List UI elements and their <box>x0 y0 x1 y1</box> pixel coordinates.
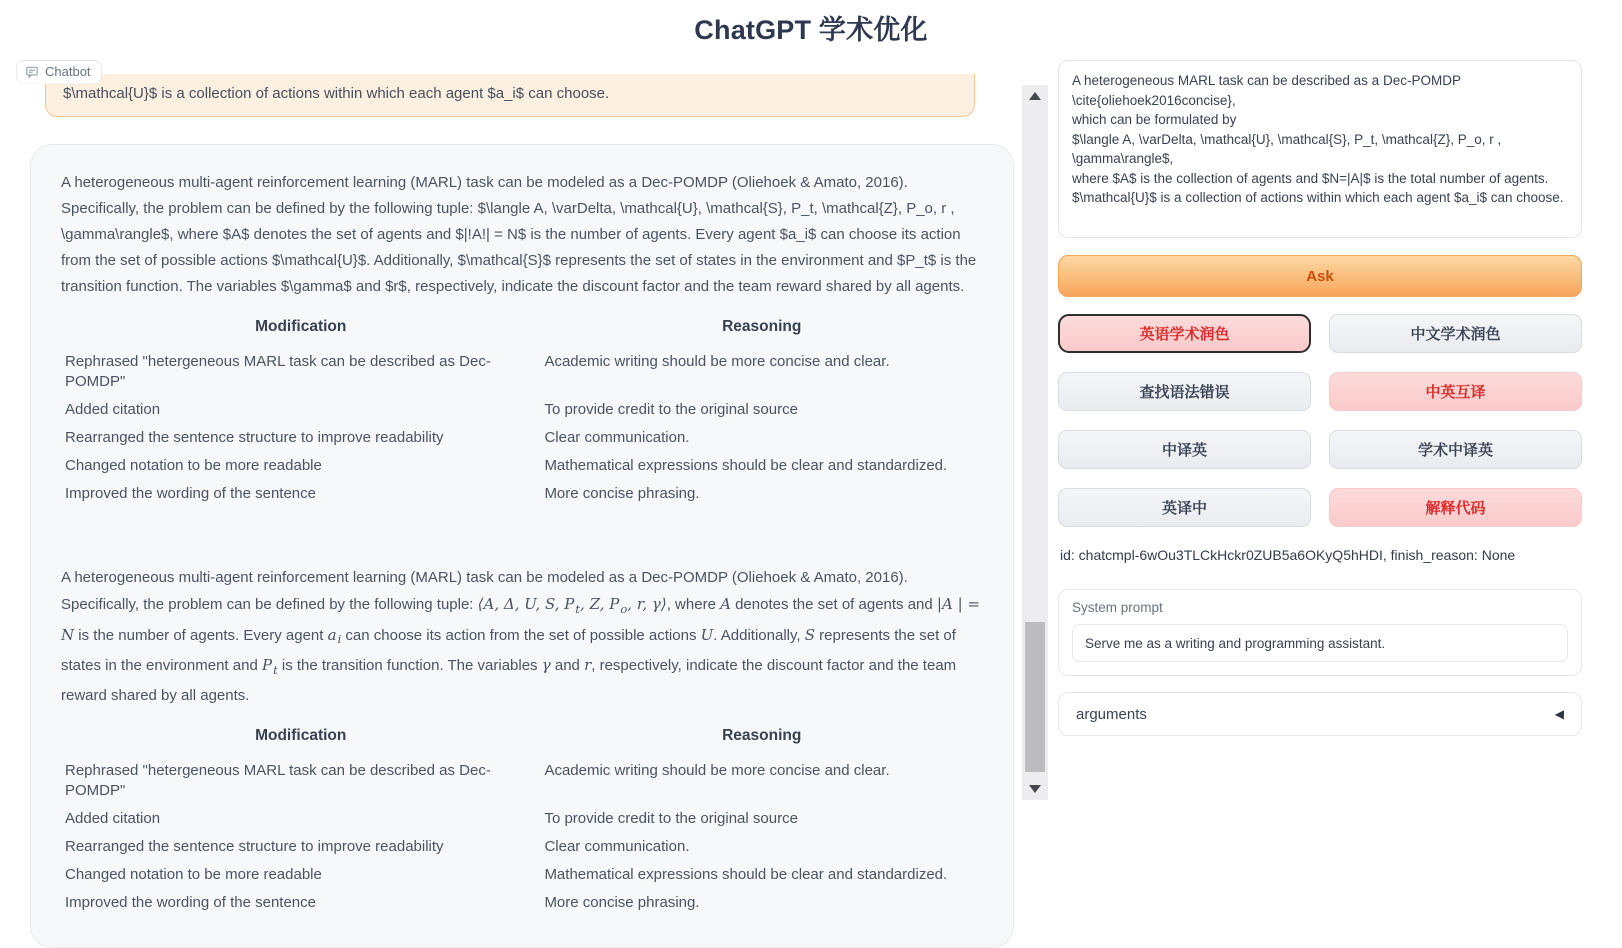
accordion-collapse-icon: ◀ <box>1554 707 1564 721</box>
system-prompt-input[interactable] <box>1072 624 1568 662</box>
math-segment: i <box>337 632 342 646</box>
bot-paragraph-rendered <box>61 565 983 709</box>
modification-reasoning-table <box>61 308 983 508</box>
chat-message-list <box>16 80 1016 911</box>
table-row <box>61 861 983 889</box>
function-button-chinese-english-mutual-translate[interactable]: 中英互译 <box>1329 372 1582 411</box>
text-segment: , where <box>666 596 721 613</box>
accordion-label: arguments <box>1076 705 1147 723</box>
modification-reasoning-table <box>61 717 983 917</box>
math-segment: γ <box>541 656 551 674</box>
math-segment: , Z, P <box>580 595 620 613</box>
table-cell: Improved the wording of the sentence <box>65 485 316 502</box>
table-header: Modification <box>255 726 347 744</box>
function-button-chinese-to-english[interactable]: 中译英 <box>1058 430 1311 469</box>
chat-bubble-icon <box>25 65 39 79</box>
text-segment: is the number of agents. Every agent <box>74 626 328 644</box>
table-cell: To provide credit to the original source <box>544 401 798 418</box>
table-cell: Rephrased "hetergeneous MARL task can be described as Dec-POMDP" <box>65 761 491 799</box>
math-segment: ⟨A, Δ, U, S, P <box>477 595 575 613</box>
table-row <box>61 348 983 396</box>
table-row <box>61 757 983 805</box>
prompt-input[interactable] <box>1058 60 1582 238</box>
table-header: Modification <box>255 318 347 335</box>
bot-paragraph-latex: A heterogeneous multi-agent reinforcement learning (MARL) task can be modeled as a Dec-POMDP (Oliehoek & Amato, 2016). Specifically, the problem can be defined by the following tuple: $\langle A, \varDelta, \mathcal{U}, \mathcal{S}, P_t, \mathcal{Z}, P_o, r , \gamma\rangle$, where $A$ denotes the set of agents and $|!A!| = N$ is the number of agents. Every agent $a_i$ can choose its action from the set of possible actions $\mathcal{U}$. Additionally, $\mathcal{S}$ represents the set of states in the environment and $P_t$ is the transition function. The variables $\gamma$ and $r$, respectively, indicate the discount factor and the team reward shared by all agents. <box>61 174 977 295</box>
table-header: Reasoning <box>722 318 802 335</box>
text-segment: represents the set of states in the environment and <box>61 626 956 674</box>
text-segment: . Additionally, <box>713 626 805 644</box>
table-cell: Academic writing should be more concise and clear. <box>544 761 890 779</box>
table-cell: Improved the wording of the sentence <box>65 893 316 911</box>
table-header: Reasoning <box>722 726 802 744</box>
text-segment: and <box>550 657 585 674</box>
system-prompt-label: System prompt <box>1072 600 1163 615</box>
math-segment: A <box>720 595 731 613</box>
table-cell: Added citation <box>65 401 161 418</box>
chatbot-panel <box>16 58 1048 911</box>
chatbot-scrollbar[interactable] <box>1022 85 1048 800</box>
bot-message-card <box>30 144 1014 948</box>
table-cell: Mathematical expressions should be clear and standardized. <box>544 457 948 474</box>
math-segment: t <box>273 662 278 677</box>
table-row <box>61 480 983 508</box>
function-button-grid <box>1058 314 1582 527</box>
chatbot-label-text: Chatbot <box>45 64 91 79</box>
text-segment: can choose its action from the set of possible actions <box>341 626 701 644</box>
table-row <box>61 805 983 833</box>
math-segment: t <box>575 601 581 616</box>
scroll-down-button[interactable] <box>1022 778 1048 800</box>
math-segment: S <box>804 625 815 644</box>
table-row <box>61 833 983 861</box>
ask-button[interactable]: Ask <box>1058 255 1582 297</box>
table-cell: Clear communication. <box>544 837 690 855</box>
text-segment: A heterogeneous multi-agent reinforcement learning (MARL) task can be modeled as a Dec-POMDP (Oliehoek & Amato, 2016). Specifically, the problem can be defined by the following tuple: <box>61 569 908 613</box>
math-segment: |A | = N <box>61 595 980 644</box>
table-row <box>61 396 983 424</box>
chatbot-label <box>16 60 102 84</box>
table-cell: More concise phrasing. <box>544 893 700 911</box>
table-cell: Added citation <box>65 809 161 827</box>
table-row <box>61 424 983 452</box>
function-button-academic-chinese-to-english[interactable]: 学术中译英 <box>1329 430 1582 469</box>
function-button-explain-code[interactable]: 解释代码 <box>1329 488 1582 527</box>
math-segment: r <box>584 656 592 674</box>
triangle-down-icon <box>1029 785 1041 793</box>
math-segment: a <box>327 625 337 644</box>
math-segment: , r, γ⟩ <box>627 595 667 613</box>
text-segment: , respectively, indicate the discount factor and the team reward shared by all agents. <box>61 657 957 704</box>
arguments-accordion[interactable] <box>1058 692 1582 736</box>
table-cell: Changed notation to be more readable <box>65 865 322 883</box>
table-cell: Rearranged the sentence structure to improve readability <box>65 837 444 855</box>
table-cell: Mathematical expressions should be clear and standardized. <box>544 865 948 883</box>
function-button-english-to-chinese[interactable]: 英译中 <box>1058 488 1311 527</box>
text-segment: is the transition function. The variables <box>277 657 542 674</box>
table-cell: Rearranged the sentence structure to improve readability <box>65 429 444 446</box>
user-message-bubble: $\mathcal{U}$ is a collection of actions within which each agent $a_i$ can choose. <box>45 74 975 117</box>
function-button-chinese-academic-polish[interactable]: 中文学术润色 <box>1329 314 1582 353</box>
triangle-up-icon <box>1029 92 1041 100</box>
math-segment: U <box>700 625 714 644</box>
table-cell: Rephrased "hetergeneous MARL task can be described as Dec-POMDP" <box>65 353 491 390</box>
completion-status: id: chatcmpl-6wOu3TLCkHckr0ZUB5a6OKyQ5hHDI, finish_reason: None <box>1060 547 1516 563</box>
scrollbar-thumb[interactable] <box>1025 622 1045 772</box>
text-segment: denotes the set of agents and <box>730 596 937 613</box>
table-cell: More concise phrasing. <box>544 485 700 502</box>
table-cell: Changed notation to be more readable <box>65 457 322 474</box>
table-row <box>61 889 983 917</box>
scroll-up-button[interactable] <box>1022 85 1048 107</box>
page-title: ChatGPT 学术优化 <box>694 15 928 45</box>
table-cell: Academic writing should be more concise and clear. <box>544 353 890 370</box>
system-prompt-group <box>1058 589 1582 676</box>
table-cell: Clear communication. <box>544 429 690 446</box>
math-segment: P <box>261 656 273 674</box>
math-segment: o <box>620 601 628 616</box>
table-cell: To provide credit to the original source <box>544 809 798 827</box>
table-row <box>61 452 983 480</box>
function-button-find-grammar-errors[interactable]: 查找语法错误 <box>1058 372 1311 411</box>
function-button-english-academic-polish[interactable]: 英语学术润色 <box>1058 314 1311 353</box>
